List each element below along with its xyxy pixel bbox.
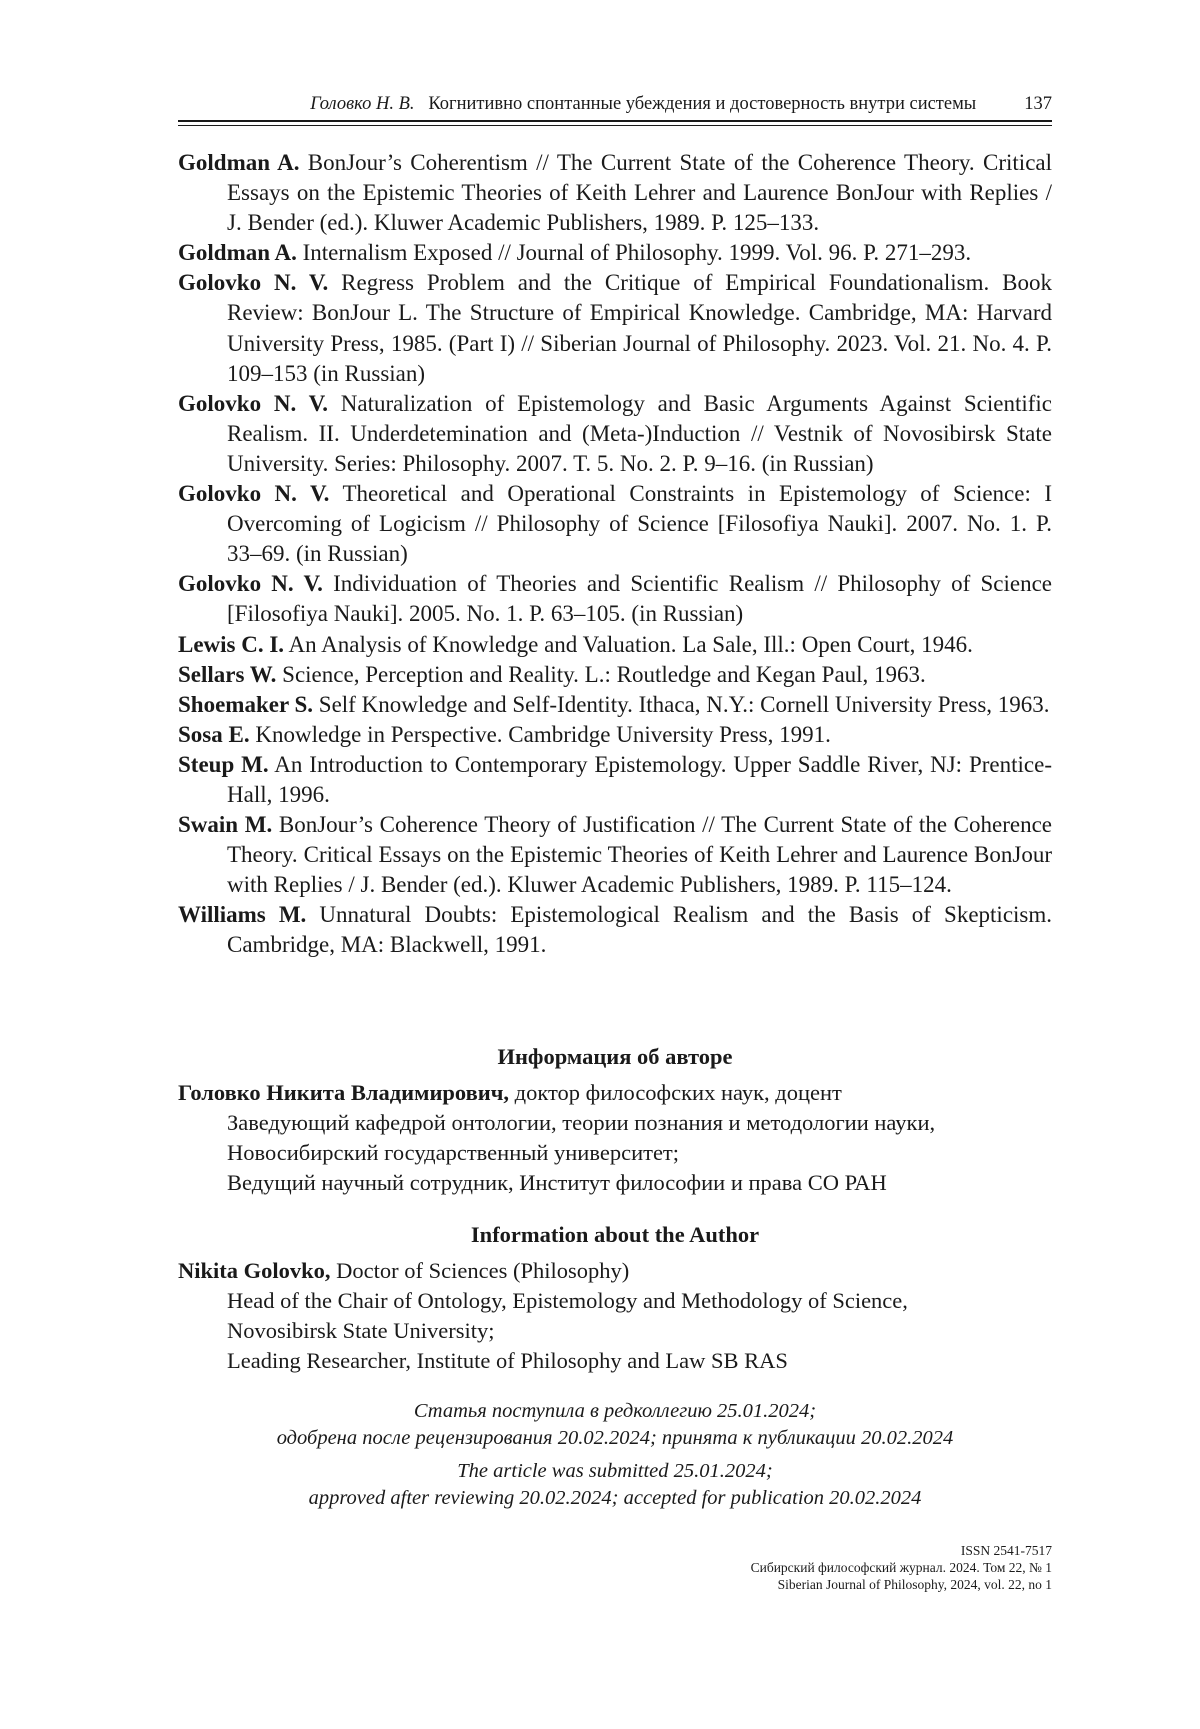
running-header [178,94,1052,115]
journal-footer [751,1542,1052,1593]
author-name-ru: Головко Никита Владимирович, [178,1080,510,1105]
header-title: Когнитивно спонтанные убеждения и достоверность внутри системы [428,94,977,114]
reference-author: Swain M. [178,812,273,838]
date-line: одобрена после рецензирования 20.02.2024; принята к публикации 20.02.2024 [276,1427,954,1449]
journal-ru: Сибирский философский журнал. 2024. Том 22, № 1 [750,1560,1052,1575]
author-info-en [178,1256,1052,1376]
date-line: The article was submitted 25.01.2024; [457,1460,773,1482]
author-affiliation-en: Head of the Chair of Ontology, Epistemology and Methodology of Science, [227,1288,908,1313]
reference-author: Golovko N. V. [178,270,329,296]
reference-text: Internalism Exposed // Journal of Philosophy. 1999. Vol. 96. P. 271–293. [302,240,972,266]
reference-author: Williams M. [178,902,307,928]
reference-author: Lewis C. I. [178,631,285,657]
reference-item [178,148,1052,238]
date-line: approved after reviewing 20.02.2024; accepted for publication 20.02.2024 [308,1487,922,1509]
reference-item [178,238,1052,268]
author-affiliation-en: Leading Researcher, Institute of Philosophy and Law SB RAS [227,1348,788,1373]
author-affiliation-ru: Ведущий научный сотрудник, Институт философии и права СО РАН [227,1170,887,1195]
author-info-heading-ru: Информация об авторе [497,1044,733,1069]
header-rule-thin [178,125,1052,126]
reference-text: Science, Perception and Reality. L.: Routledge and Kegan Paul, 1963. [282,661,926,687]
reference-author: Steup M. [178,751,269,777]
reference-author: Goldman A. [178,150,300,175]
author-affiliation-ru: Новосибирский государственный университет; [227,1140,680,1165]
author-degree-ru: доктор философских наук, доцент [514,1080,842,1105]
reference-item [178,750,1052,810]
reference-item [178,720,1052,750]
author-affiliation-ru: Заведующий кафедрой онтологии, теории познания и методологии науки, [227,1110,936,1135]
reference-item [178,479,1052,569]
reference-author: Goldman A. [178,240,297,266]
reference-text: BonJour’s Coherentism // The Current State of the Coherence Theory. Critical Essays on the Epistemic Theories of Keith Lehrer and Laurence BonJour with Replies / J. Bender (ed.). Kluwer Academic Publishers, 1989. P. 125–133. [227,150,1052,236]
reference-text: Theoretical and Operational Constraints in Epistemology of Science: I Overcoming of Logicism // Philosophy of Science [Filosofiya Nauki]. 2007. No. 1. P. 33–69. (in Russian) [227,481,1052,567]
author-name-en: Nikita Golovko, [178,1258,331,1283]
reference-author: Sellars W. [178,661,277,687]
article-dates-en [178,1458,1052,1512]
reference-author: Golovko N. V. [178,481,330,507]
reference-text: Unnatural Doubts: Epistemological Realism and the Basis of Skepticism. Cambridge, MA: Blackwell, 1991. [227,902,1053,958]
author-degree-en: Doctor of Sciences (Philosophy) [336,1258,630,1283]
reference-text: An Analysis of Knowledge and Valuation. La Sale, Ill.: Open Court, 1946. [288,631,973,657]
reference-text: Self Knowledge and Self-Identity. Ithaca, N.Y.: Cornell University Press, 1963. [318,691,1050,717]
reference-item [178,630,1052,660]
reference-text: Knowledge in Perspective. Cambridge University Press, 1991. [255,721,831,747]
reference-item [178,690,1052,720]
article-dates-ru [178,1398,1052,1452]
reference-item [178,268,1052,388]
reference-item [178,810,1052,900]
reference-text: An Introduction to Contemporary Epistemology. Upper Saddle River, NJ: Prentice-Hall, 1996. [227,751,1052,807]
reference-author: Golovko N. V. [178,571,323,597]
reference-item [178,900,1052,960]
journal-en: Siberian Journal of Philosophy, 2024, vol. 22, no 1 [777,1577,1052,1592]
reference-list [178,148,1052,961]
page-number: 137 [1024,94,1052,114]
reference-author: Golovko N. V. [178,390,328,416]
reference-text: Regress Problem and the Critique of Empirical Foundationalism. Book Review: BonJour L. The Structure of Empirical Knowledge. Cambridge, MA: Harvard University Press, 1985. (Part I) // Siberian Journal of Philosophy. 2023. Vol. 21. No. 4. P. 109–153 (in Russian) [227,270,1052,386]
date-line: Статья поступила в редколлегию 25.01.2024; [413,1400,817,1422]
header-rule-thick [178,120,1052,122]
reference-author: Sosa E. [178,721,250,747]
reference-author: Shoemaker S. [178,691,314,717]
reference-text: Naturalization of Epistemology and Basic Arguments Against Scientific Realism. II. Underdetemination and (Meta-)Induction // Vestnik of Novosibirsk State University. Series: Philosophy. 2007. T. 5. No. 2. P. 9–16. (in Russian) [227,390,1053,476]
author-info-heading-en: Information about the Author [470,1222,760,1247]
reference-text: BonJour’s Coherence Theory of Justification // The Current State of the Coherence Theory. Critical Essays on the Epistemic Theories of Keith Lehrer and Laurence BonJour with Replies / J. Bender (ed.). Kluwer Academic Publishers, 1989. P. 115–124. [227,812,1053,898]
reference-item [178,389,1052,479]
author-affiliation-en: Novosibirsk State University; [227,1318,495,1343]
issn: ISSN 2541-7517 [960,1543,1052,1558]
author-info-ru [178,1078,1052,1198]
reference-text: Individuation of Theories and Scientific Realism // Philosophy of Science [Filosofiya Nauki]. 2005. No. 1. P. 63–105. (in Russian) [227,571,1052,627]
reference-item [178,569,1052,629]
header-author: Головко Н. В. [310,94,415,114]
reference-item [178,660,1052,690]
